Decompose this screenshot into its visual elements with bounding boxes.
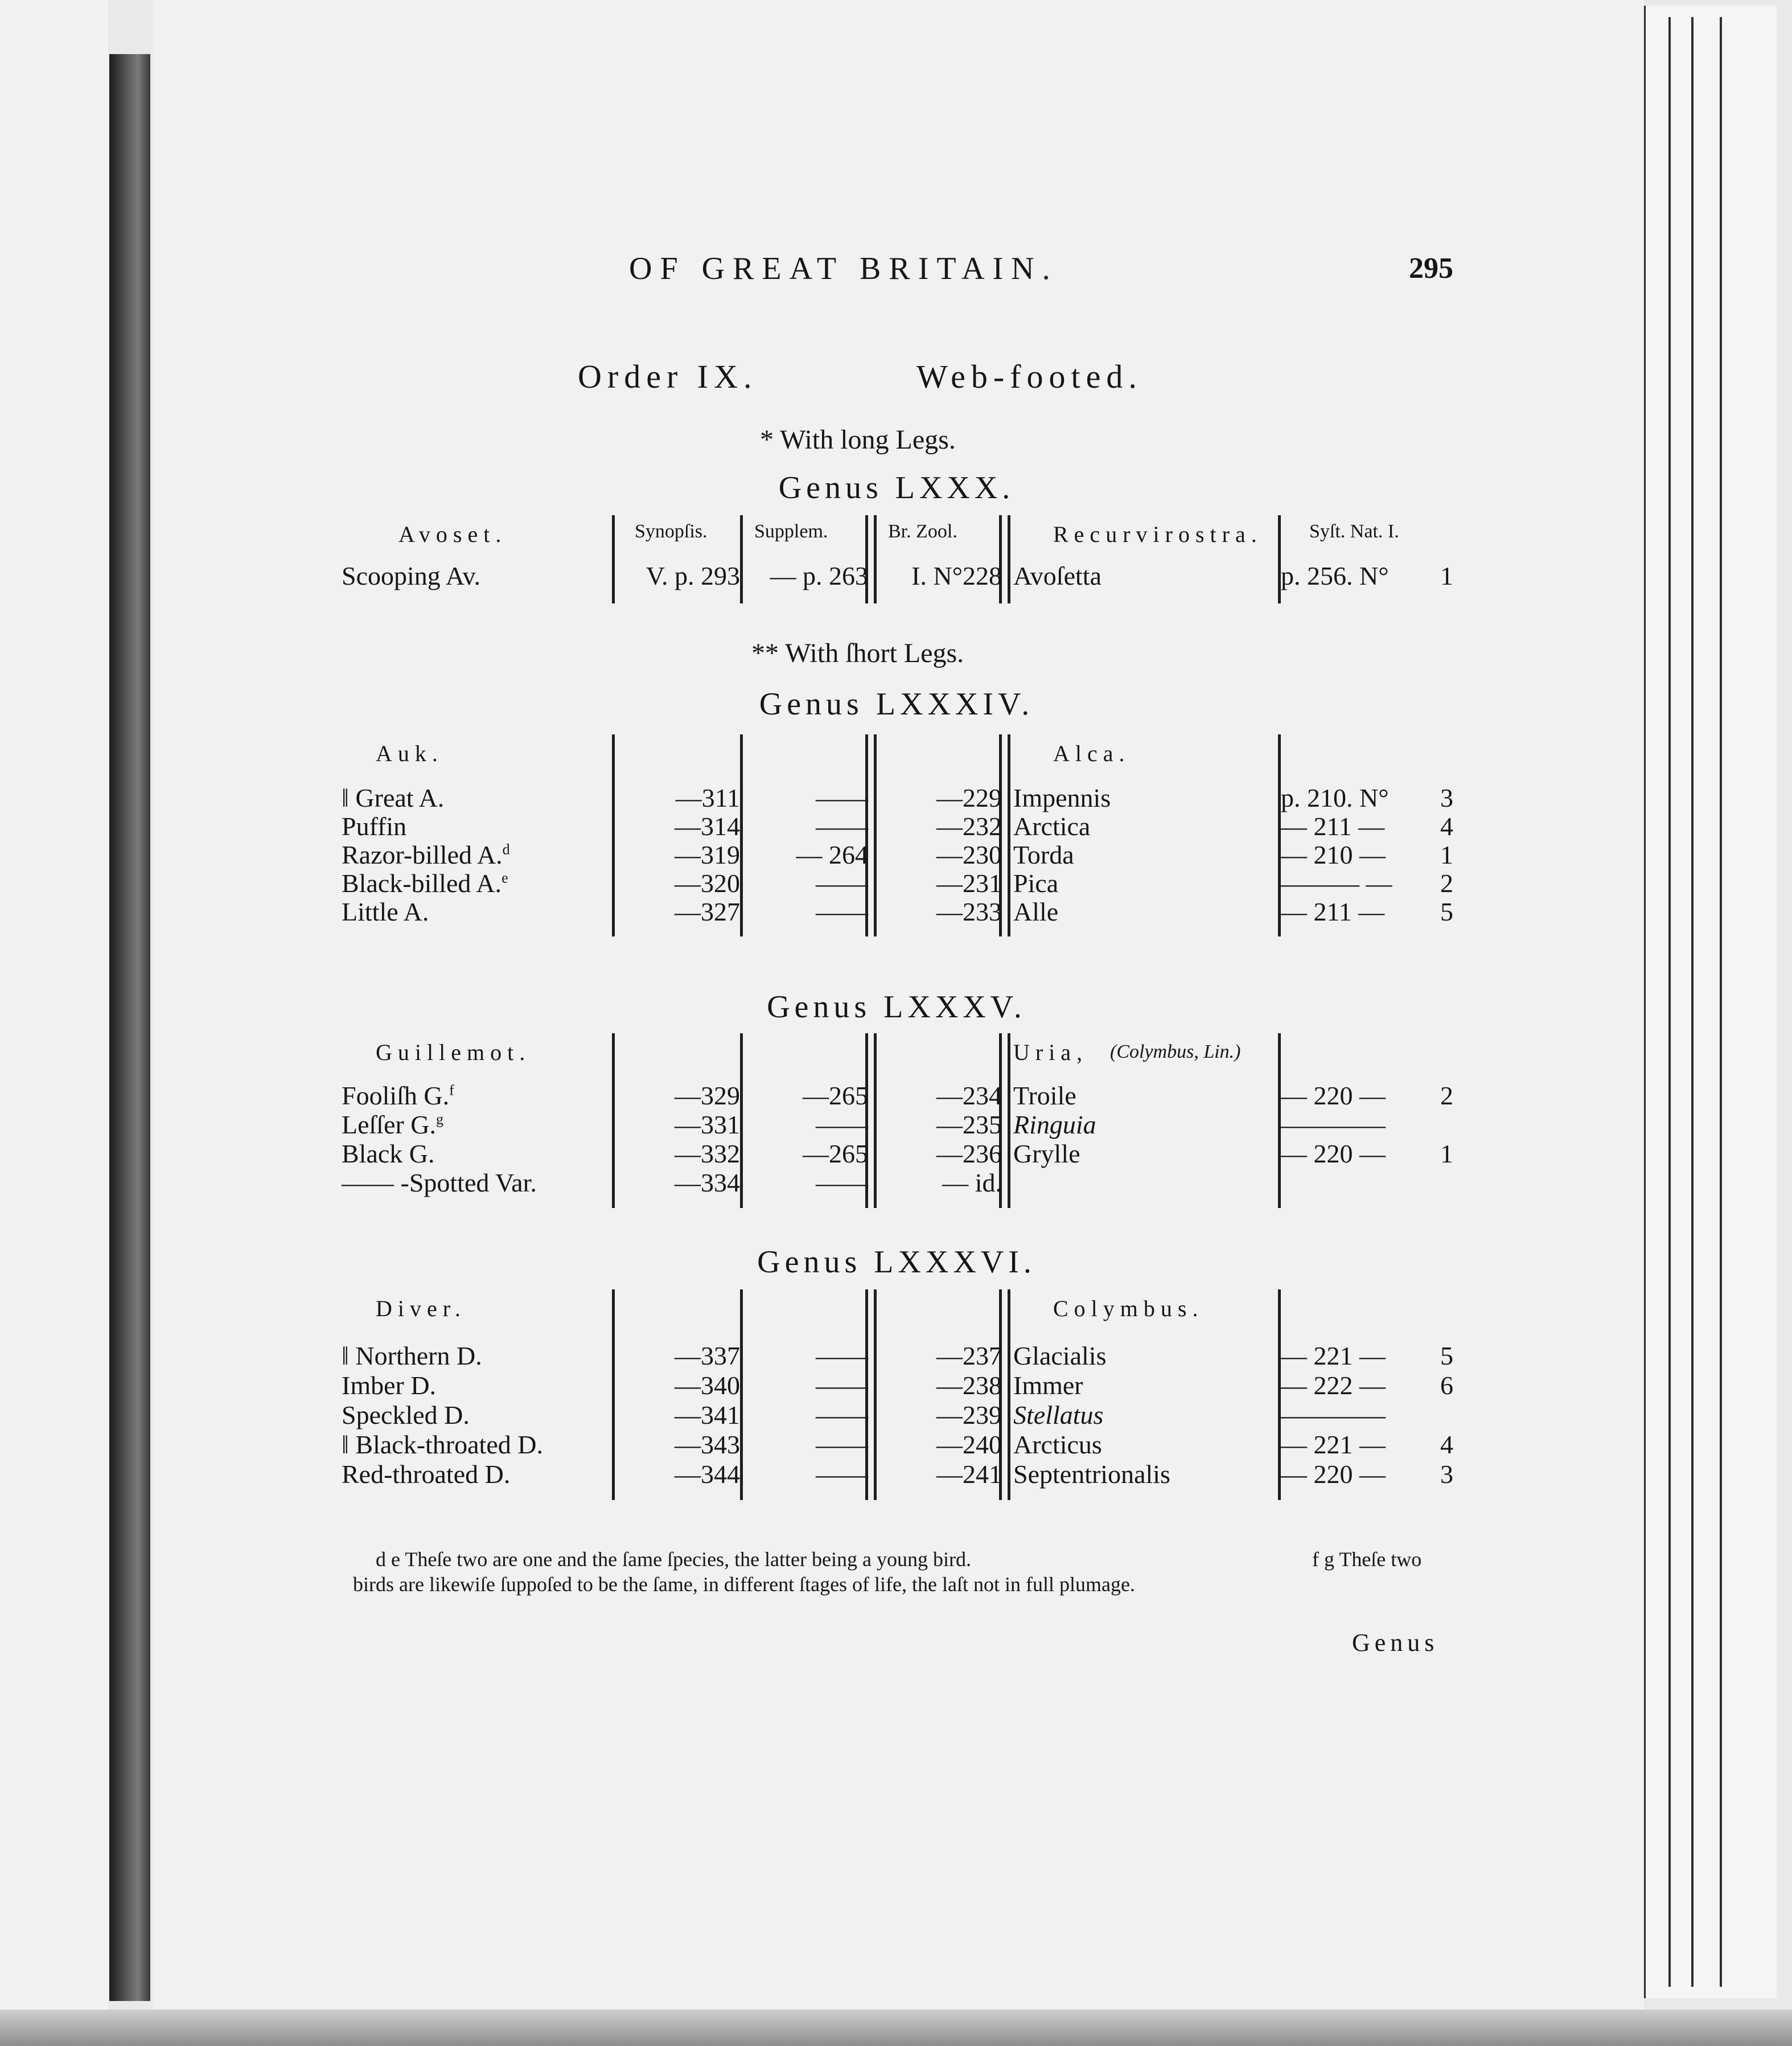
british-zoology-ref: —237 <box>936 1341 1002 1370</box>
systema-species-number: 4 <box>1440 1430 1453 1459</box>
supplement-ref: —— <box>816 1400 868 1429</box>
order-heading: Order IX. <box>578 358 758 395</box>
systema-species-number: 6 <box>1440 1371 1453 1400</box>
genus-heading: Genus LXXXV. <box>767 989 1026 1025</box>
column-rule <box>1008 1289 1010 1500</box>
supplement-ref: — p. 263 <box>770 561 868 590</box>
column-rule <box>740 515 743 603</box>
latin-species-name: Arctica <box>1013 812 1091 841</box>
species-name: Puffin <box>342 812 407 841</box>
systema-naturae-ref: — 210 — <box>1281 840 1386 869</box>
species-name: Black-billed A.$^e$ <box>342 869 508 898</box>
genus-heading: Genus LXXX. <box>778 470 1015 506</box>
column-rule <box>612 515 615 603</box>
systema-naturae-ref: ——— — <box>1281 869 1392 898</box>
english-genus-name: Guillemot. <box>376 1040 531 1065</box>
british-zoology-ref: —239 <box>936 1400 1002 1429</box>
column-header: Br. Zool. <box>888 521 957 542</box>
systema-naturae-ref: p. 210. N° <box>1281 783 1389 812</box>
synopsis-ref: —319 <box>675 840 740 869</box>
british-zoology-ref: —235 <box>936 1110 1002 1139</box>
page-edges <box>1644 6 1777 1998</box>
latin-species-name: Troile <box>1013 1081 1076 1110</box>
systema-species-number: 1 <box>1440 561 1453 590</box>
systema-species-number: 5 <box>1440 897 1453 926</box>
british-zoology-ref: —233 <box>936 897 1002 926</box>
british-zoology-ref: —240 <box>936 1430 1002 1459</box>
synopsis-ref: —311 <box>675 783 740 812</box>
column-rule <box>612 1289 615 1500</box>
footnote-mark: f <box>449 1082 454 1099</box>
species-name: Leſſer G.$^g$ <box>342 1110 444 1139</box>
latin-species-name: Torda <box>1013 840 1074 869</box>
systema-species-number: 3 <box>1440 1460 1453 1489</box>
catchword: Genus <box>1352 1629 1439 1657</box>
species-name: Little A. <box>342 897 429 926</box>
species-name: Imber D. <box>342 1371 437 1400</box>
supplement-ref: —— <box>816 1460 868 1489</box>
supplement-ref: —265 <box>803 1081 868 1110</box>
latin-species-name: Stellatus <box>1013 1400 1104 1429</box>
systema-species-number: 4 <box>1440 812 1453 841</box>
short-legs-subheading: ** With ſhort Legs. <box>751 638 964 668</box>
latin-genus-name: Uria, <box>1013 1040 1088 1065</box>
systema-naturae-ref: — 220 — <box>1281 1081 1386 1110</box>
british-zoology-ref: —231 <box>936 869 1002 898</box>
running-head: OF GREAT BRITAIN. <box>629 251 1058 286</box>
supplement-ref: —— <box>816 869 868 898</box>
english-genus-name: Avoset. <box>398 521 507 547</box>
british-zoology-ref: —236 <box>936 1139 1002 1168</box>
supplement-ref: —265 <box>803 1139 868 1168</box>
latin-species-name: Glacialis <box>1013 1341 1107 1370</box>
systema-naturae-ref: ———— <box>1281 1110 1386 1139</box>
systema-species-number: 2 <box>1440 1081 1453 1110</box>
supplement-ref: —— <box>816 1168 868 1197</box>
synopsis-ref: —343 <box>675 1430 740 1459</box>
latin-genus-name: Colymbus. <box>1053 1296 1204 1321</box>
column-rule <box>612 734 615 936</box>
british-zoology-ref: —241 <box>936 1460 1002 1489</box>
systema-naturae-ref: — 221 — <box>1281 1430 1386 1459</box>
synopsis-ref: —332 <box>675 1139 740 1168</box>
supplement-ref: —— <box>816 812 868 841</box>
book-binding-shadow <box>109 54 150 2001</box>
species-name: —— -Spotted Var. <box>342 1168 537 1197</box>
footnote-mark: d <box>502 841 510 858</box>
supplement-ref: —— <box>816 783 868 812</box>
scan-background <box>0 0 108 2046</box>
latin-genus-name: Alca. <box>1053 741 1131 766</box>
british-zoology-ref: —232 <box>936 812 1002 841</box>
supplement-ref: —— <box>816 1110 868 1139</box>
column-rule <box>740 734 743 936</box>
systema-naturae-ref: ———— <box>1281 1400 1386 1429</box>
latin-species-name: Ringuia <box>1013 1110 1096 1139</box>
synopsis-ref: —331 <box>675 1110 740 1139</box>
british-zoology-ref: —238 <box>936 1371 1002 1400</box>
english-genus-name: Diver. <box>376 1296 466 1321</box>
column-rule <box>740 1289 743 1500</box>
synopsis-ref: —320 <box>675 869 740 898</box>
synopsis-ref: V. p. 293 <box>646 561 740 590</box>
latin-species-name: Impennis <box>1013 783 1111 812</box>
footnote-mark: e <box>502 869 508 886</box>
species-name: Speckled D. <box>342 1400 470 1429</box>
latin-genus-note: (Colymbus, Lin.) <box>1110 1041 1241 1062</box>
systema-naturae-ref: — 220 — <box>1281 1460 1386 1489</box>
systema-species-number: 1 <box>1440 1139 1453 1168</box>
column-rule <box>874 1289 877 1500</box>
british-zoology-ref: —234 <box>936 1081 1002 1110</box>
systema-naturae-ref: — 222 — <box>1281 1371 1386 1400</box>
systema-species-number: 2 <box>1440 869 1453 898</box>
latin-species-name: Pica <box>1013 869 1059 898</box>
synopsis-ref: —337 <box>675 1341 740 1370</box>
latin-species-name: Immer <box>1013 1371 1083 1400</box>
supplement-ref: —— <box>816 1430 868 1459</box>
synopsis-ref: —327 <box>675 897 740 926</box>
british-zoology-ref: I. N°228 <box>911 561 1002 590</box>
species-name: Scooping Av. <box>342 561 481 590</box>
synopsis-ref: —341 <box>675 1400 740 1429</box>
supplement-ref: —— <box>816 1341 868 1370</box>
systema-naturae-ref: — 211 — <box>1281 812 1385 841</box>
latin-species-name: Grylle <box>1013 1139 1080 1168</box>
column-rule <box>612 1033 615 1208</box>
footnote-line-2: birds are likewiſe ſuppoſed to be the ſame, in different ſtages of life, the laſt not in full plumage. <box>353 1573 1135 1596</box>
species-name: Razor-billed A.$^d$ <box>342 840 510 869</box>
synopsis-ref: —344 <box>675 1460 740 1489</box>
systema-naturae-ref: — 211 — <box>1281 897 1385 926</box>
systema-naturae-ref: — 221 — <box>1281 1341 1386 1370</box>
latin-species-name: Septentrionalis <box>1013 1460 1170 1489</box>
british-zoology-ref: —229 <box>936 783 1002 812</box>
genus-heading: Genus LXXXIV. <box>759 687 1034 722</box>
synopsis-ref: —314 <box>675 812 740 841</box>
column-rule <box>1008 1033 1010 1208</box>
column-header: Synopſis. <box>635 521 708 542</box>
page-number: 295 <box>1409 252 1453 285</box>
english-genus-name: Auk. <box>376 741 443 766</box>
species-name: ‖ Northern D. <box>342 1341 482 1370</box>
footnote-mark: g <box>436 1111 444 1128</box>
column-rule <box>740 1033 743 1208</box>
footnote-line-1b: f g Theſe two <box>1312 1548 1422 1571</box>
latin-species-name: Avoſetta <box>1013 561 1101 590</box>
genus-heading: Genus LXXXVI. <box>757 1244 1036 1280</box>
synopsis-ref: —334 <box>675 1168 740 1197</box>
column-rule <box>1008 734 1010 936</box>
footnote-line-1: d e Theſe two are one and the ſame ſpecies, the latter being a young bird. <box>376 1548 971 1571</box>
systema-species-number: 1 <box>1440 840 1453 869</box>
species-name: Black G. <box>342 1139 435 1168</box>
supplement-ref: — 264 <box>796 840 868 869</box>
synopsis-ref: —340 <box>675 1371 740 1400</box>
systema-naturae-ref: p. 256. N° <box>1281 561 1389 590</box>
scan-bottom-edge <box>0 2010 1792 2046</box>
species-name: Fooliſh G.$^f$ <box>342 1081 454 1110</box>
british-zoology-ref: — id. <box>942 1168 1002 1197</box>
column-rule <box>874 734 877 936</box>
column-header: Supplem. <box>754 521 828 542</box>
order-name: Web-footed. <box>916 358 1142 395</box>
supplement-ref: —— <box>816 897 868 926</box>
synopsis-ref: —329 <box>675 1081 740 1110</box>
species-name: ‖ Black-throated D. <box>342 1430 543 1459</box>
species-name: ‖ Great A. <box>342 783 445 812</box>
supplement-ref: —— <box>816 1371 868 1400</box>
latin-genus-name: Recurvirostra. <box>1053 521 1263 547</box>
long-legs-subheading: * With long Legs. <box>760 425 956 455</box>
column-rule <box>874 1033 877 1208</box>
latin-species-name: Alle <box>1013 897 1059 926</box>
systema-species-number: 5 <box>1440 1341 1453 1370</box>
systema-naturae-ref: — 220 — <box>1281 1139 1386 1168</box>
column-rule <box>1008 515 1010 603</box>
column-header: Syſt. Nat. I. <box>1309 521 1399 542</box>
latin-species-name: Arcticus <box>1013 1430 1102 1459</box>
systema-species-number: 3 <box>1440 783 1453 812</box>
british-zoology-ref: —230 <box>936 840 1002 869</box>
column-rule <box>874 515 877 603</box>
species-name: Red-throated D. <box>342 1460 511 1489</box>
